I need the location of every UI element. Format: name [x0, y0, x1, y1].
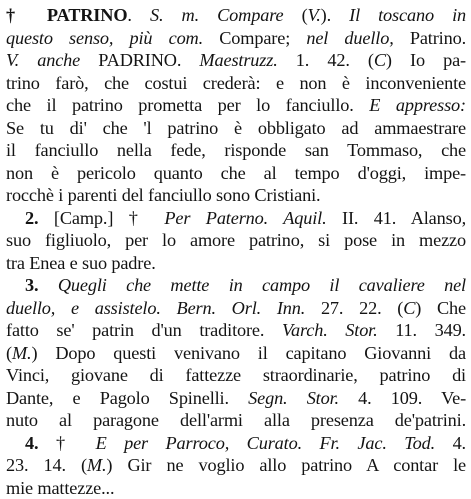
text-segment: 23. 14. (: [6, 455, 87, 475]
text-segment: E appresso:: [369, 95, 466, 115]
text-segment: 3.: [25, 275, 58, 295]
text-line: [6, 342, 466, 365]
text-segment: 2.: [25, 208, 54, 228]
text-segment: S. m. Compare: [150, 5, 283, 25]
text-segment: ) Dopo questi venivano il capitano Giovanni da: [31, 343, 466, 363]
dictionary-entry-patrino: [6, 4, 466, 466]
text-segment: M.: [12, 343, 32, 363]
text-segment: ) Gir ne voglio allo patrino A contar le: [106, 455, 466, 475]
text-segment: questo senso, più com.: [6, 28, 203, 48]
text-segment: V. anche: [6, 50, 80, 70]
text-segment: suo figliuolo, per lo amore patrino, si pose in mezzo: [6, 230, 466, 250]
text-segment: trino farò, che costui crederà: e non è inconveniente: [6, 73, 466, 93]
text-segment: 4.: [435, 433, 466, 453]
text-line: [6, 72, 466, 95]
sense-2-line: [6, 207, 466, 230]
text-segment: Segn. Stor.: [248, 388, 339, 408]
text-segment: †: [6, 5, 47, 25]
text-segment: Patrino.: [394, 28, 466, 48]
text-segment: PADRINO.: [80, 50, 199, 70]
text-line: [6, 94, 466, 117]
text-line: [6, 162, 466, 185]
text-segment: 4. 109. Ve-: [339, 388, 466, 408]
text-segment: 11. 349.: [378, 320, 466, 340]
text-segment: †: [56, 433, 96, 453]
text-segment: V.: [308, 5, 321, 25]
text-segment: (: [6, 343, 12, 363]
text-segment: 4.: [25, 433, 56, 453]
text-line: [6, 477, 466, 499]
text-segment: Maestruzz.: [199, 50, 277, 70]
text-segment: C: [403, 298, 415, 318]
text-segment: duello, e assistelo. Bern. Orl. Inn.: [6, 298, 305, 318]
text-segment: PATRINO: [47, 5, 128, 25]
text-segment: 1. 42. (: [278, 50, 374, 70]
text-segment: il fanciullo nella fede, risponde san Tommaso, che: [6, 140, 466, 160]
text-segment: tra Enea e suo padre.: [6, 253, 156, 273]
text-line: [6, 297, 466, 320]
text-line: [6, 4, 466, 27]
text-line: [6, 454, 466, 477]
text-segment: C: [374, 50, 386, 70]
text-segment: Compare;: [203, 28, 306, 48]
text-line: [6, 27, 466, 50]
text-segment: rocchè i parenti del fanciullo sono Cristiani.: [6, 185, 320, 205]
text-segment: .: [127, 5, 150, 25]
text-segment: M.: [87, 455, 107, 475]
text-segment: Quegli che mette in campo il cavaliere nel: [58, 275, 466, 295]
text-line: [6, 229, 466, 252]
text-line: [6, 184, 466, 207]
text-line: [6, 319, 466, 342]
text-line: [6, 252, 466, 275]
text-segment: Dante, e Pagolo Spinelli.: [6, 388, 248, 408]
text-line: [6, 387, 466, 410]
sense-4-line: [6, 432, 466, 455]
text-segment: Per Paterno. Aquil.: [164, 208, 326, 228]
text-line: [6, 49, 466, 72]
text-segment: Varch. Stor.: [282, 320, 378, 340]
text-line: [6, 364, 466, 387]
text-segment: Vinci, giovane di fattezze straordinarie, patrino di: [6, 365, 466, 385]
text-segment: che il patrino prometta per lo fanciullo.: [6, 95, 369, 115]
text-segment: Se tu di' che 'l patrino è obbligato ad ammaestrare: [6, 118, 466, 138]
text-segment: non è pericolo quanto che al tempo d'oggi, impe-: [6, 163, 466, 183]
text-segment: 27. 22. (: [305, 298, 403, 318]
text-segment: ).: [321, 5, 350, 25]
text-segment: [Camp.] †: [54, 208, 164, 228]
sense-3-line: [6, 274, 466, 297]
text-segment: nuto al paragone dell'armi alla presenza de'patrini.: [6, 410, 466, 430]
text-segment: II. 41. Alanso,: [327, 208, 467, 228]
text-segment: E per Parroco, Curato. Fr. Jac. Tod.: [96, 433, 435, 453]
text-segment: mie mattezze...: [6, 478, 114, 498]
text-segment: (: [283, 5, 307, 25]
text-segment: Il toscano in: [349, 5, 466, 25]
text-line: [6, 409, 466, 432]
text-segment: ) Che: [415, 298, 466, 318]
text-segment: ) Io pa-: [386, 50, 466, 70]
text-line: [6, 117, 466, 140]
text-segment: nel duello,: [306, 28, 393, 48]
text-segment: fatto se' patrin d'un traditore.: [6, 320, 282, 340]
text-line: [6, 139, 466, 162]
